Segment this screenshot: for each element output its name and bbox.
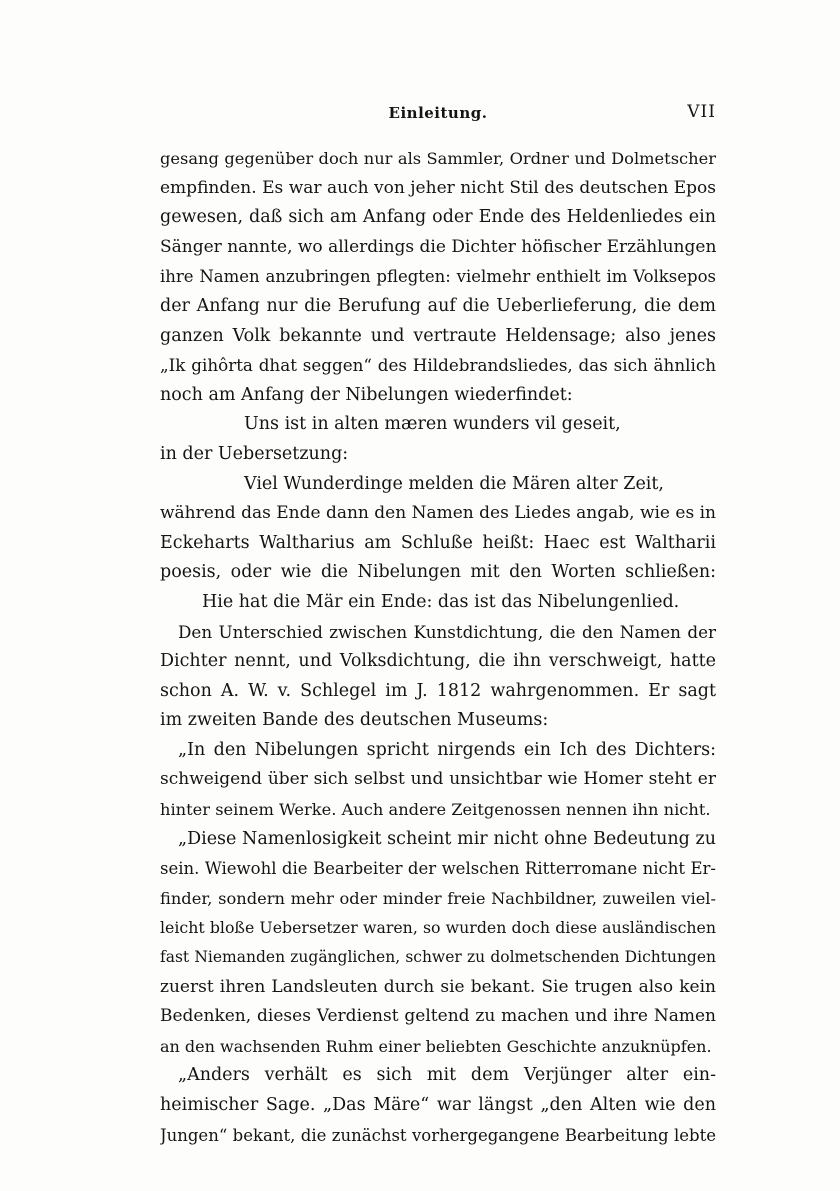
body-text bbox=[160, 144, 716, 1150]
text-line: Jungen“ bekant, die zunächst vorhergegangene Bearbeitung lebte bbox=[160, 1125, 716, 1145]
verse-line: Uns ist in alten mæren wunders vil geseit, bbox=[244, 414, 621, 435]
text-line: der Anfang nur die Berufung auf die Ueberlieferung, die dem bbox=[160, 295, 716, 316]
running-header bbox=[160, 104, 716, 128]
text-line: fast Niemanden zugänglichen, schwer zu dolmetschenden Dichtungen bbox=[160, 948, 716, 967]
text-line: ganzen Volk bekannte und vertraute Heldensage; also jenes bbox=[160, 325, 716, 346]
text-line: zuerst ihren Landsleuten durch sie bekant. Sie trugen also kein bbox=[160, 976, 716, 997]
text-line: Eckeharts Waltharius am Schluße heißt: Haec est Waltharii bbox=[160, 532, 716, 553]
text-line: gewesen, daß sich am Anfang oder Ende des Heldenliedes ein bbox=[160, 207, 716, 228]
text-line: schweigend über sich selbst und unsichtbar wie Homer steht er bbox=[160, 769, 716, 790]
text-line: poesis, oder wie die Nibelungen mit den Worten schließen: bbox=[160, 562, 716, 583]
text-line: „Ik gihôrta dhat seggen“ des Hildebrandsliedes, das sich ähnlich bbox=[160, 355, 716, 376]
text-line: noch am Anfang der Nibelungen wiederfindet: bbox=[160, 384, 573, 405]
text-line: hinter seinem Werke. Auch andere Zeitgenossen nennen ihn nicht. bbox=[160, 800, 711, 820]
text-line: Dichter nennt, und Volksdichtung, die ihn verschweigt, hatte bbox=[160, 651, 716, 672]
verse-line: Viel Wunderdinge melden die Mären alter Zeit, bbox=[244, 473, 664, 494]
text-line: in der Uebersetzung: bbox=[160, 443, 349, 464]
quote-start-line: „Diese Namenlosigkeit scheint mir nicht ohne Bedeutung zu bbox=[178, 828, 716, 849]
text-line: an den wachsenden Ruhm einer beliebten Geschichte anzuknüpfen. bbox=[160, 1036, 712, 1056]
text-line: empfinden. Es war auch von jeher nicht Stil des deutschen Epos bbox=[160, 177, 716, 198]
verse-line: Hie hat die Mär ein Ende: das ist das Nibelungenlied. bbox=[202, 591, 680, 612]
text-line: Bedenken, dieses Verdienst geltend zu machen und ihre Namen bbox=[160, 1006, 716, 1027]
paragraph-start-line: Den Unterschied zwischen Kunstdichtung, die den Namen der bbox=[178, 621, 716, 642]
text-line: sein. Wiewohl die Bearbeiter der welschen Ritterromane nicht Er- bbox=[160, 859, 716, 879]
running-title: Einleitung. bbox=[388, 104, 488, 122]
text-line: finder, sondern mehr oder minder freie Nachbildner, zuweilen viel- bbox=[160, 888, 716, 908]
page-number: VII bbox=[687, 102, 716, 122]
text-line: im zweiten Bande des deutschen Museums: bbox=[160, 710, 549, 731]
text-line: schon A. W. v. Schlegel im J. 1812 wahrgenommen. Er sagt bbox=[160, 680, 716, 701]
quote-start-line: „Anders verhält es sich mit dem Verjünger alter ein- bbox=[178, 1065, 716, 1086]
text-line: gesang gegenüber doch nur als Sammler, Ordner und Dolmetscher bbox=[160, 149, 716, 168]
text-line: ihre Namen anzubringen pflegten: vielmehr enthielt im Volksepos bbox=[160, 267, 716, 287]
text-line: während das Ende dann den Namen des Liedes angab, wie es in bbox=[160, 503, 716, 524]
text-line: heimischer Sage. „Das Märe“ war längst „den Alten wie den bbox=[160, 1095, 716, 1115]
text-line: leicht bloße Uebersetzer waren, so wurden doch diese ausländischen bbox=[160, 918, 716, 938]
text-line: Sänger nannte, wo allerdings die Dichter höfischer Erzählungen bbox=[160, 236, 716, 257]
quote-start-line: „In den Nibelungen spricht nirgends ein Ich des Dichters: bbox=[178, 739, 716, 760]
